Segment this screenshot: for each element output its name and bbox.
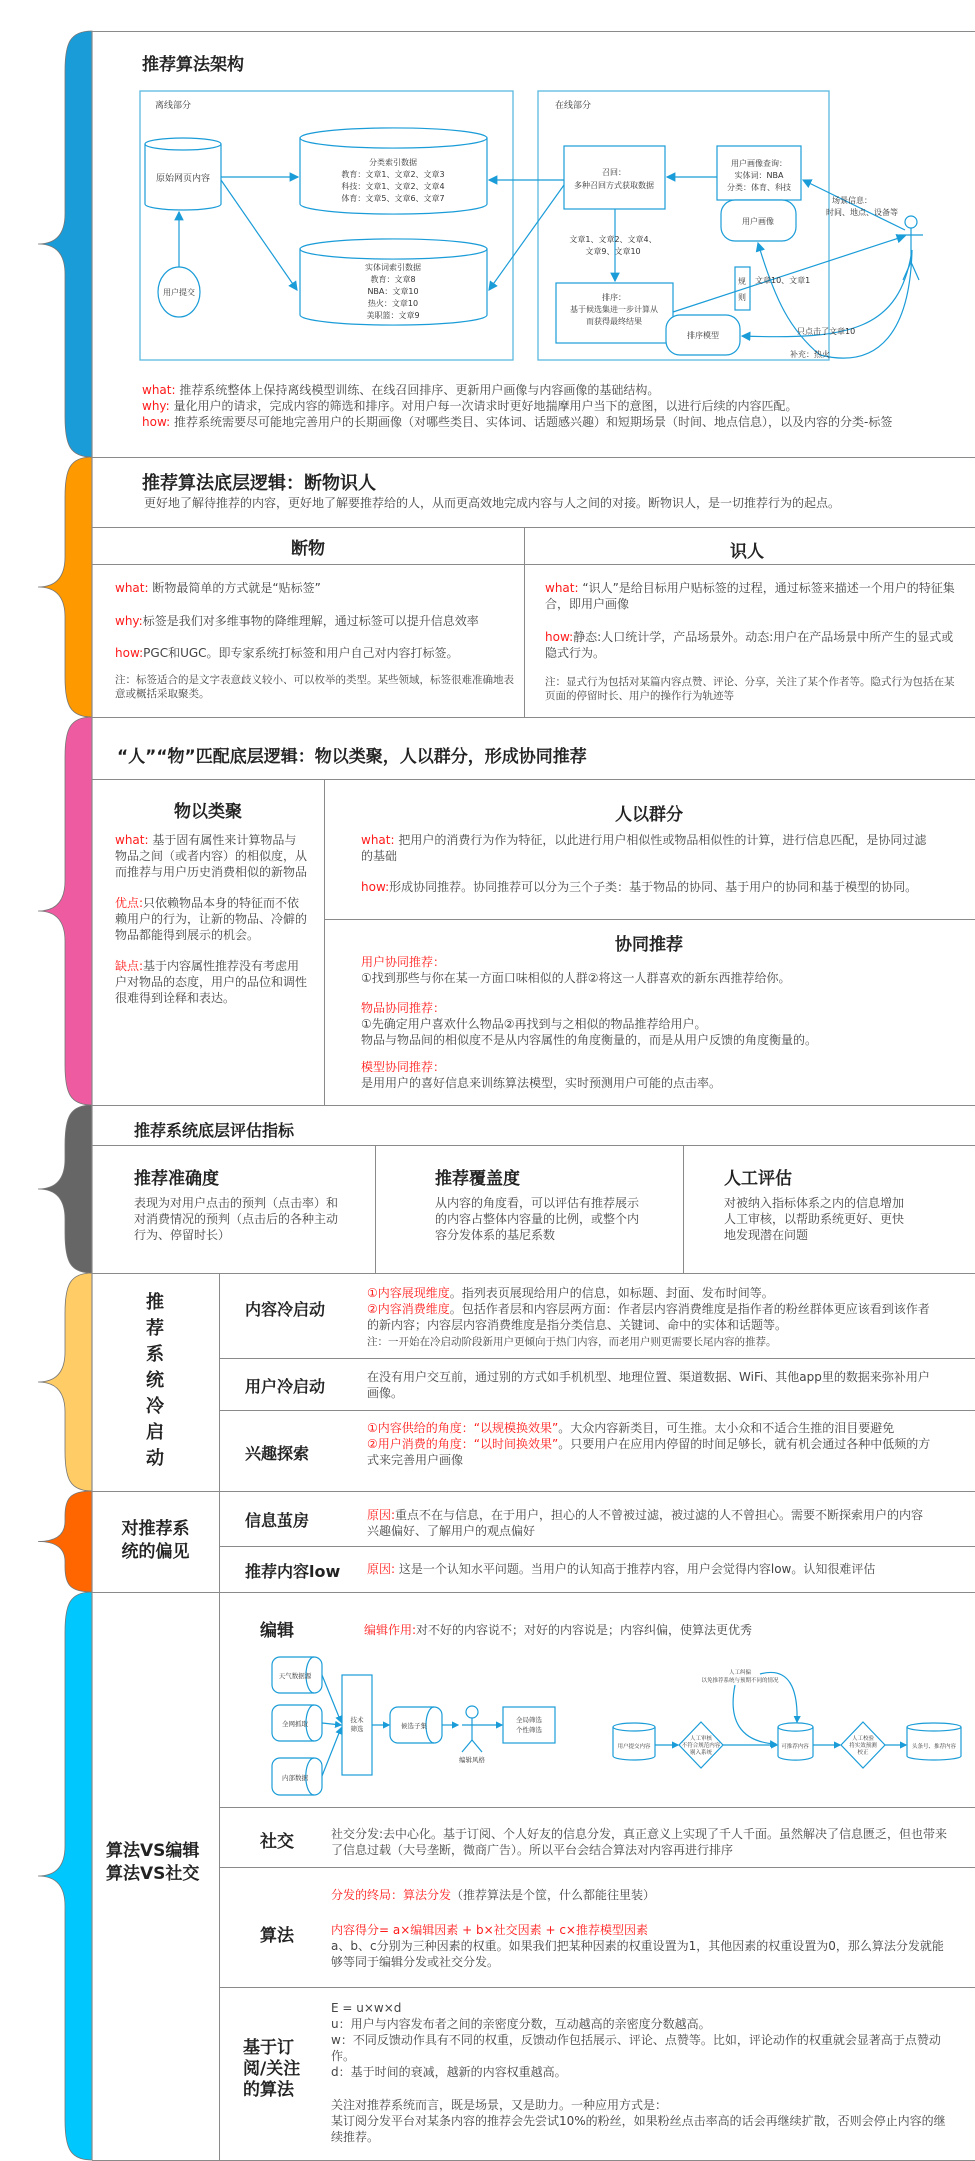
text: 科技：文章1、文章2、文章4 <box>341 182 445 191</box>
text: 模型协同推荐： <box>361 1060 446 1074</box>
text: 用户提交内容 <box>617 1744 651 1750</box>
text: 内容得分= a×编辑因素 + b×社交因素 + c×推荐模型因素 <box>331 1923 648 1937</box>
brace-s7 <box>38 1592 92 2160</box>
what-text: 推荐系统整体上保持离线模型训练、在线召回排序、更新用户画像与内容画像的基础结构。 <box>179 383 660 397</box>
text: 是用用户的喜好信息来训练算法模型，实时预测用户可能的点击率。 <box>361 1076 722 1090</box>
item-column <box>115 580 515 701</box>
text: 排序模型 <box>687 331 719 340</box>
row-text <box>367 1285 937 1349</box>
row-text <box>367 1561 957 1577</box>
text: 在线部分 <box>555 101 592 111</box>
divider <box>219 1273 220 2160</box>
row-text <box>331 1887 951 1970</box>
text: 个性筛选 <box>516 1726 542 1734</box>
text: 不符合规范内容 <box>681 1743 721 1749</box>
row-title: 兴趣探索 <box>245 1444 310 1463</box>
text: ①内容供给的角度：“以规模换效果” <box>367 1421 559 1435</box>
text: 注：标签适合的是文字表意歧义较小、可以枚举的类型。某些领域，标签很难准确地表意或概括采取聚类。 <box>115 674 514 700</box>
text: 断物最简单的方式就是“贴标签” <box>152 581 321 595</box>
text: 某订阅分发平台对某条内容的推荐会先尝试10%的粉丝，如果粉丝点击率高的话会再继续扩散，否则会停止内容的继续推荐。 <box>331 2114 946 2144</box>
row-text <box>331 2000 951 2145</box>
row-title <box>243 2038 300 2101</box>
editor-flow-diagram <box>260 1650 570 1800</box>
text: 技术 <box>350 1716 364 1724</box>
text: 基于订 <box>243 2038 294 2058</box>
row-text: 社交分发:去中心化。基于订阅、个人好友的信息分发，真正意义上实现了千人千面。虽然解决了信息匮乏，但也带来了信息过载（大号垄断，微商广告）。所以平台会结合算法对内容再进行排序 <box>331 1827 948 1857</box>
text: 候选子集 <box>401 1722 427 1730</box>
text: d：基于时间的衰减，越新的内容权重越高。 <box>331 2065 567 2079</box>
text: 用户提交 <box>163 288 195 297</box>
text: ②用户消费的角度：“以时间换效果” <box>367 1437 559 1451</box>
text: 系 <box>146 1344 164 1365</box>
how-label: how: <box>142 415 171 429</box>
text: 编辑作用: <box>364 1623 417 1637</box>
text: 用户协同推荐： <box>361 955 446 969</box>
section-title: 推荐算法底层逻辑：断物识人 <box>142 473 376 494</box>
recall-box <box>564 146 665 209</box>
why-label: why: <box>142 399 170 413</box>
divider <box>92 717 975 718</box>
text: PGC和UGC。即专家系统打标签和用户自己对内容打标签。 <box>143 646 459 660</box>
text: what: <box>115 833 149 847</box>
text: 内部数据 <box>282 1774 308 1782</box>
text: 优点: <box>115 896 144 910</box>
text: 文章9、文章10 <box>585 247 641 256</box>
text: 的算法 <box>243 2080 294 2100</box>
text: 基于候选集进一步计算从 <box>570 305 658 314</box>
text: 教育：文章8 <box>370 275 416 284</box>
text: 分类索引数据 <box>369 158 417 167</box>
text: 筛选 <box>350 1725 364 1733</box>
text: 热火：文章10 <box>367 299 419 308</box>
metric-text: 对被纳入指标体系之内的信息增加人工审核，以帮助系统更好、更快地发现潜在问题 <box>724 1196 905 1242</box>
text: 教育：文章1、文章2、文章3 <box>341 170 445 179</box>
text: 注：显式行为包括对某篇内容点赞、评论、分享，关注了某个作者等。隐式行为包括在某页面的停留时长、用户的操作行为轨迹等 <box>545 676 955 702</box>
architecture-diagram <box>130 80 960 370</box>
text: 时间、地点、设备等 <box>826 208 898 217</box>
what-label: what: <box>142 383 176 397</box>
row-title: 用户冷启动 <box>245 1377 326 1396</box>
text: 人工校验 <box>851 1736 875 1742</box>
row-text <box>367 1507 932 1539</box>
divider <box>92 779 975 780</box>
text: 则 <box>738 293 746 302</box>
review-flow-diagram <box>600 1660 970 1780</box>
column-title: 人以群分 <box>615 805 683 825</box>
text: 推 <box>146 1292 164 1313</box>
text: 只点击了文章10 <box>797 327 856 336</box>
row-title: 推荐内容low <box>245 1562 341 1581</box>
text: 全网抓取 <box>282 1720 308 1728</box>
brace-s2 <box>38 457 92 717</box>
text: 将实效预测 <box>849 1743 877 1749</box>
text: 启 <box>146 1422 164 1443</box>
divider <box>324 919 975 920</box>
divider <box>92 1592 975 1593</box>
text: 基于固有属性来计算物品与物品之间（或者内容）的相似度，从而推荐与用户历史消费相似的新物品 <box>115 833 308 879</box>
text: 物品与物品间的相似度不是从内容属性的角度衡量的，而是从用户反馈的角度衡量的。 <box>361 1033 818 1047</box>
text: 实体词：NBA <box>734 171 784 180</box>
column-title: 断物 <box>291 539 325 559</box>
text: 编辑风格 <box>459 1756 485 1764</box>
item-cluster-text <box>115 832 307 1006</box>
text: 文章10、文章1 <box>755 276 811 285</box>
text: 规 <box>738 277 746 286</box>
how-text: 推荐系统需要尽可能地完善用户的长期画像（对哪些类目、实体词、话题感兴趣）和短期场景（时间、地点信息），以及内容的分类-标签 <box>173 415 893 429</box>
text: NBA：文章10 <box>367 287 419 296</box>
section-label <box>92 1518 219 1564</box>
text: 算法VS编辑 <box>106 1841 200 1861</box>
divider <box>92 1491 975 1492</box>
brace-s1 <box>38 31 92 457</box>
divider <box>92 1273 975 1274</box>
column-title: 识人 <box>730 542 764 562</box>
text: 用户画像查询： <box>731 159 787 168</box>
text: 补充：热火 <box>790 350 830 359</box>
metric-title: 推荐准确度 <box>134 1169 219 1189</box>
text: 校正 <box>857 1750 869 1756</box>
text: 。包括作者层和内容层两方面：作者层内容消费维度是指作者的粉丝群体更应该看到该作者的新内容；内容层内容消费维度是指分类信息、关键词、命中的实体和话题等。 <box>367 1302 930 1332</box>
text: how: <box>545 630 574 644</box>
text: why: <box>115 614 143 628</box>
user-cluster-text <box>361 832 936 895</box>
text: 形成协同推荐。协同推荐可以分为三个子类：基于物品的协同、基于用户的协同和基于模型的协同。 <box>389 880 918 894</box>
text: how: <box>361 880 390 894</box>
text: 天气数据源 <box>278 1672 312 1680</box>
text: “识人”是给目标用户贴标签的过程，通过标签来描述一个用户的特征集合，即用户画像 <box>545 581 955 611</box>
text: 离线部分 <box>155 101 192 111</box>
text: 剔入系统 <box>689 1750 713 1756</box>
text: 召回： <box>602 168 626 177</box>
text: what: <box>545 581 579 595</box>
text: ②内容消费维度 <box>367 1302 450 1316</box>
text: 文章1、文章2、文章4、 <box>569 235 657 244</box>
divider <box>219 1807 975 1808</box>
text: 。指列表页展现给用户的信息，如标题、封面、发布时间等。 <box>449 1286 774 1300</box>
metric-text: 表现为对用户点击的预判（点击率）和对消费情况的预判（点击后的各种主动行为、停留时长） <box>134 1196 339 1242</box>
text: 算法VS社交 <box>106 1864 200 1884</box>
text: 全局筛选 <box>516 1716 542 1724</box>
brace-s6 <box>38 1491 92 1592</box>
row-title: 编辑 <box>260 1621 294 1641</box>
text: 动 <box>146 1448 164 1469</box>
text: 只依赖物品本身的特征而不依赖用户的行为，让新的物品、冷僻的物品都能得到展示的机会。 <box>115 896 308 942</box>
divider <box>219 1867 975 1868</box>
row-text: 在没有用户交互前，通过别的方式如手机机型、地理位置、渠道数据、WiFi、其他app里的数据来弥补用户画像。 <box>367 1370 930 1400</box>
text: what: <box>115 581 149 595</box>
architecture-notes <box>142 382 902 430</box>
text: 对推荐系 <box>121 1519 190 1539</box>
text: 原因: <box>367 1508 396 1522</box>
column-title: 协同推荐 <box>615 935 683 955</box>
text: 统 <box>146 1370 164 1391</box>
user-column <box>545 580 955 703</box>
text: 统的偏见 <box>121 1542 190 1562</box>
text: 这是一个认知水平问题。当用户的认知高于推荐内容，用户会觉得内容low。认知很难评估 <box>398 1562 876 1576</box>
text: 基于内容属性推荐没有考虑用户对物品的态度，用户的品位和调性很难得到诠释和表达。 <box>115 959 308 1005</box>
text: 用户画像 <box>742 217 774 226</box>
row-title: 算法 <box>260 1926 294 1946</box>
divider <box>219 1987 975 1988</box>
divider <box>219 1546 975 1547</box>
text: 。大众内容新类目，可生推。太小众和不适合生推的泪目要避免 <box>558 1421 895 1435</box>
text: 场景信息： <box>832 196 872 205</box>
text: 排序： <box>602 293 626 302</box>
section-title: 推荐系统底层评估指标 <box>134 1121 295 1140</box>
text: 把用户的消费行为作为特征，以此进行用户相似性或物品相似性的计算，进行信息匹配，是协同过滤的基础 <box>361 833 927 863</box>
why-text: 量化用户的请求，完成内容的筛选和排序。对用户每一次请求时更好地揣摩用户当下的意图，以进行后续的内容匹配。 <box>173 399 798 413</box>
text: E = u×w×d <box>331 2001 402 2015</box>
text: 原始网页内容 <box>155 174 211 184</box>
collaborative-types <box>361 954 941 1091</box>
brace-s5 <box>38 1273 92 1491</box>
text: 体育：文章5、文章6、文章7 <box>341 194 445 203</box>
row-title: 信息茧房 <box>245 1511 310 1530</box>
text: 分发的终局：算法分发 <box>331 1888 452 1902</box>
text: 冷 <box>146 1396 164 1417</box>
text: 标签是我们对多维事物的降维理解，通过标签可以提升信息效率 <box>142 614 479 628</box>
row-text <box>367 1420 937 1468</box>
text: 美职篮：文章9 <box>366 311 420 320</box>
text: u：用户与内容发布者之间的亲密度分数，互动越高的亲密度分数越高。 <box>331 2017 711 2031</box>
text: 而获得最终结果 <box>586 317 642 326</box>
text: 可推荐内容 <box>781 1744 809 1750</box>
row-title: 社交 <box>260 1832 294 1852</box>
row-text <box>364 1622 924 1638</box>
divider <box>92 1145 975 1146</box>
column-title: 物以类聚 <box>174 802 242 822</box>
text: 实体词索引数据 <box>365 263 421 272</box>
text: 以免推荐系统与预期不同的情况 <box>701 1678 779 1684</box>
text: 。只要用户在应用内停留的时间足够长，就有机会通过各种中低频的方式来完善用户画像 <box>367 1437 931 1467</box>
text: （推荐算法是个筐，什么都能往里装） <box>451 1888 656 1902</box>
metric-title: 人工评估 <box>724 1169 792 1189</box>
divider <box>375 1145 376 1273</box>
text: ①先确定用户喜欢什么物品②再找到与之相似的物品推荐给用户。 <box>361 1017 707 1031</box>
section-title: “人”“物”匹配底层逻辑：物以类聚，人以群分，形成协同推荐 <box>117 747 587 767</box>
text: 对不好的内容说不；对好的内容说是；内容纠偏，使算法更优秀 <box>416 1623 753 1637</box>
metric-title: 推荐覆盖度 <box>435 1169 520 1189</box>
text: 人工纠偏 <box>728 1670 752 1676</box>
brace-s3 <box>38 717 92 1105</box>
text: 人工审核 <box>689 1736 713 1742</box>
text: w：不同反馈动作具有不同的权重，反馈动作包括展示、评论、点赞等。比如，评论动作的权重就会显著高于点赞动作。 <box>331 2033 941 2063</box>
divider <box>683 1145 684 1273</box>
text: ①内容展现维度 <box>367 1286 450 1300</box>
section-label <box>106 1840 199 1886</box>
brace-s4 <box>38 1105 92 1273</box>
text: 缺点: <box>115 959 144 973</box>
text: 重点不在与信息，在于用户，担心的人不曾被过滤，被过滤的人不曾担心。需要不断探索用户的内容兴趣偏好、了解用户的观点偏好 <box>367 1508 924 1538</box>
text: 原因: <box>367 1562 396 1576</box>
text: 物品协同推荐： <box>361 1001 446 1015</box>
text: ①找到那些与你在某一方面口味相似的人群②将这一人群喜欢的新东西推荐给你。 <box>361 971 791 985</box>
text: 注：一开始在冷启动阶段新用户更倾向于热门内容，而老用户则更需要长尾内容的推荐。 <box>367 1336 777 1348</box>
section-subtitle: 更好地了解待推荐的内容，更好地了解要推荐给的人，从而更高效地完成内容与人之间的对接。断物识人，是一切推荐行为的起点。 <box>144 496 841 510</box>
text: what: <box>361 833 395 847</box>
text: 多种召回方式获取数据 <box>574 181 654 190</box>
row-title: 内容冷启动 <box>245 1300 326 1319</box>
metric-text: 从内容的角度看，可以评估有推荐展示的内容占整体内容量的比例，或整个内容分发体系的基尼系数 <box>435 1196 640 1242</box>
divider <box>219 1358 975 1359</box>
divider <box>219 1410 975 1411</box>
divider <box>92 1105 975 1106</box>
text: 关注对推荐系统而言，既是场景，又是助力。一种应用方式是： <box>331 2098 668 2112</box>
divider <box>92 31 975 32</box>
divider <box>92 564 975 565</box>
text: 荐 <box>146 1318 164 1339</box>
divider <box>92 457 975 458</box>
rule-box <box>735 267 750 310</box>
section-label <box>143 1290 167 1472</box>
text: 阅/关注 <box>243 2059 301 2079</box>
section-title: 推荐算法架构 <box>142 55 244 75</box>
text: 头条号、推荐内容 <box>911 1744 957 1750</box>
text: 静态:人口统计学，产品场景外。动态:用户在产品场景中所产生的显式或隐式行为。 <box>545 630 954 660</box>
text: 分类：体育、科技 <box>727 183 791 192</box>
text: a、b、c分别为三种因素的权重。如果我们把某种因素的权重设置为1，其他因素的权重设置为0，那么算法分发就能够等同于编辑分发或社交分发。 <box>331 1939 944 1969</box>
text: how: <box>115 646 144 660</box>
divider <box>92 527 975 528</box>
